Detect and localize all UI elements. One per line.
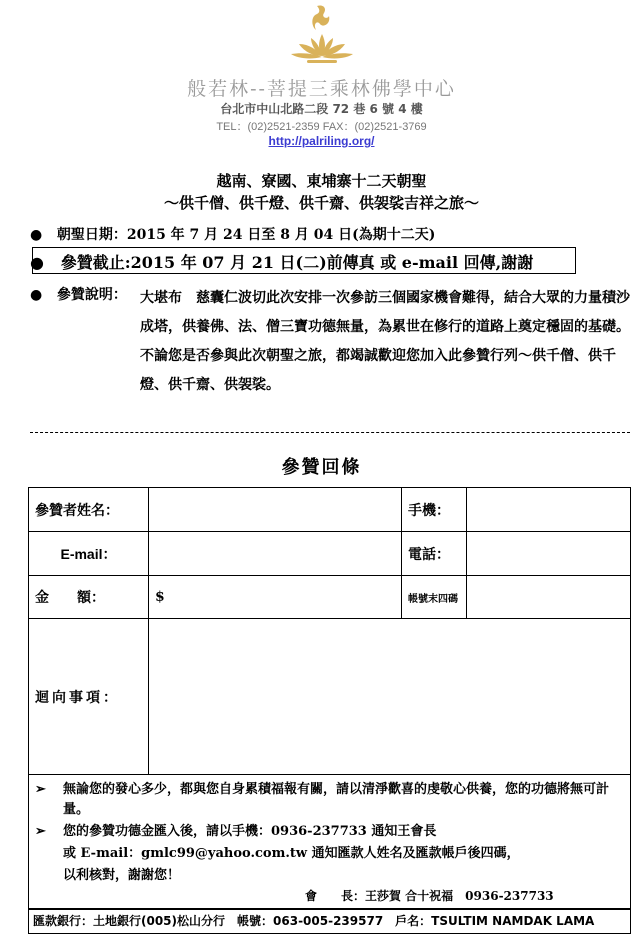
amount-label: 金 額： <box>29 576 149 619</box>
phone-input[interactable] <box>467 532 631 576</box>
note-thanks: 以利核對，謝謝您！ <box>63 868 181 883</box>
arrow-bullet-icon: ➢ <box>35 824 46 839</box>
arrow-bullet-icon: ➢ <box>35 782 46 797</box>
contact-numbers: TEL：(02)2521-2359 FAX：(02)2521-3769 <box>216 121 427 133</box>
reply-form-table <box>28 487 631 775</box>
pilgrimage-subtitle: ～供千僧、供千燈、供千齋、供袈裟吉祥之旅～ <box>163 194 479 212</box>
description-label: 參贊說明： <box>56 287 127 303</box>
description-line <box>30 284 127 304</box>
note-offering: 無論您的發心多少，都與您自身累積福報有關，請以清淨歡喜的虔敬心供養，您的功德將無可計量。 <box>63 782 610 817</box>
description-text: 大堪布 慈囊仁波切此次安排一次參訪三個國家機會難得，結合大眾的力量積沙成塔，供養佛、法、僧三寶功德無量，為累世在修行的道路上奠定穩固的基礎。不論您是否參與此次朝聖之旅，都竭誠歡迎您加入此參贊行列～供千僧、供千燈、供千齋、供袈裟。 <box>140 290 630 393</box>
organization-address: 台北市中山北路二段 72 巷 6 號 4 樓 <box>220 102 423 116</box>
mobile-label: 手機： <box>402 488 467 532</box>
account-last4-input[interactable] <box>467 576 631 619</box>
note-notify-email: 或 E-mail：gmlc99@yahoo.com.tw 通知匯款人姓名及匯款帳戶後四碼， <box>63 846 520 861</box>
account-last4-label: 帳號末四碼 <box>402 576 467 619</box>
dedication-label: 迴向事項： <box>29 619 149 775</box>
email-input[interactable] <box>149 532 402 576</box>
reply-form-title: 參贊回條 <box>281 457 362 478</box>
dedication-input[interactable] <box>149 619 631 775</box>
notes-box <box>28 774 631 910</box>
deadline-line <box>30 250 533 273</box>
deadline-label: 參贊截止: <box>60 253 131 272</box>
date-label: 朝聖日期： <box>56 227 127 243</box>
bank-info: 匯款銀行：土地銀行(005)松山分行 帳號：063-005-239577 戶名：TSULTIM NAMDAK LAMA <box>28 908 631 934</box>
lotus-logo-icon <box>287 4 357 66</box>
deadline-value: 2015 年 07 月 21 日(二)前傳真 或 e-mail 回傳,謝謝 <box>130 253 534 272</box>
bullet-icon: ● <box>30 253 44 272</box>
mobile-input[interactable] <box>467 488 631 532</box>
phone-label: 電話： <box>402 532 467 576</box>
bullet-icon: ● <box>30 287 43 303</box>
bullet-icon: ● <box>30 227 43 243</box>
date-value: 2015 年 7 月 24 日至 8 月 04 日(為期十二天) <box>126 227 436 243</box>
website-link[interactable]: http://palriling.org/ <box>268 134 375 148</box>
organization-name: 般若林--菩提三乘林佛學中心 <box>187 78 456 100</box>
dollar-sign: $ <box>155 589 165 605</box>
note-notify-phone: 您的參贊功德金匯入後，請以手機：0936-237733 通知王會長 <box>63 824 437 839</box>
amount-input[interactable] <box>149 576 402 619</box>
president-signature: 會 長：王莎賀 合十祝福 0936-237733 <box>305 889 554 903</box>
cut-line-divider <box>30 432 630 433</box>
date-line <box>30 224 435 244</box>
name-label: 參贊者姓名： <box>29 488 149 532</box>
email-label: E-mail： <box>29 532 149 576</box>
name-input[interactable] <box>149 488 402 532</box>
pilgrimage-title: 越南、寮國、東埔寨十二天朝聖 <box>216 172 427 190</box>
